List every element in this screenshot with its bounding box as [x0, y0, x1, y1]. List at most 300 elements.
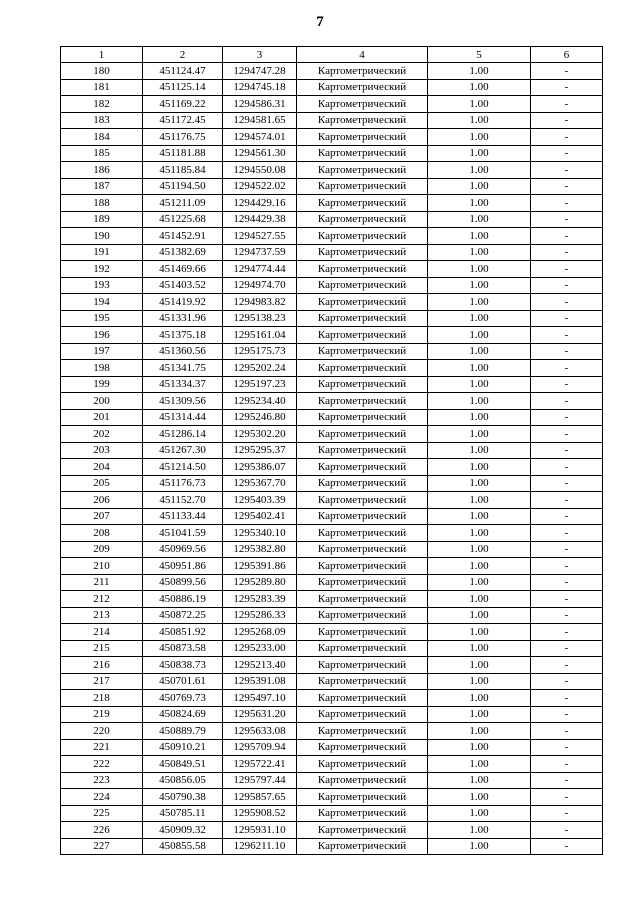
table-cell: 200 [61, 393, 143, 410]
table-cell: 1.00 [428, 508, 531, 525]
table-row [61, 393, 603, 410]
table-cell: 450856.05 [143, 772, 223, 789]
table-cell: 1.00 [428, 772, 531, 789]
table-cell: 216 [61, 657, 143, 674]
table-cell: - [531, 558, 603, 575]
table-cell: Картометрический [297, 294, 428, 311]
table-row [61, 822, 603, 839]
table-cell: 1294983.82 [223, 294, 297, 311]
table-cell: - [531, 789, 603, 806]
table-row [61, 558, 603, 575]
table-cell: 1295631.20 [223, 706, 297, 723]
table-cell: 450951.86 [143, 558, 223, 575]
table-cell: 181 [61, 79, 143, 96]
table-cell: Картометрический [297, 360, 428, 377]
table-cell: 184 [61, 129, 143, 146]
table-cell: 1294581.65 [223, 112, 297, 129]
table-cell: 209 [61, 541, 143, 558]
table-cell: 450785.11 [143, 805, 223, 822]
column-header: 2 [143, 47, 223, 63]
table-cell: 450969.56 [143, 541, 223, 558]
table-row [61, 475, 603, 492]
table-cell: 190 [61, 228, 143, 245]
table-cell: 1.00 [428, 756, 531, 773]
table-cell: 183 [61, 112, 143, 129]
table-row [61, 294, 603, 311]
table-cell: 1.00 [428, 822, 531, 839]
table-cell: - [531, 772, 603, 789]
table-cell: Картометрический [297, 409, 428, 426]
table-cell: 214 [61, 624, 143, 641]
table-cell: Картометрический [297, 228, 428, 245]
table-cell: Картометрический [297, 195, 428, 212]
table-cell: 195 [61, 310, 143, 327]
table-cell: 451133.44 [143, 508, 223, 525]
table-cell: 1.00 [428, 640, 531, 657]
table-cell: 197 [61, 343, 143, 360]
table-cell: - [531, 756, 603, 773]
column-header: 4 [297, 47, 428, 63]
table-cell: 450838.73 [143, 657, 223, 674]
table-cell: Картометрический [297, 822, 428, 839]
table-cell: 1.00 [428, 261, 531, 278]
table-cell: 451403.52 [143, 277, 223, 294]
table-cell: Картометрический [297, 673, 428, 690]
table-cell: 227 [61, 838, 143, 855]
table-cell: 1295367.70 [223, 475, 297, 492]
table-cell: 1294745.18 [223, 79, 297, 96]
table-cell: 450849.51 [143, 756, 223, 773]
table-cell: Картометрический [297, 442, 428, 459]
table-cell: Картометрический [297, 640, 428, 657]
table-cell: 450886.19 [143, 591, 223, 608]
column-header: 6 [531, 47, 603, 63]
table-cell: 451419.92 [143, 294, 223, 311]
table-row [61, 211, 603, 228]
table-row [61, 129, 603, 146]
table-cell: 1295633.08 [223, 723, 297, 740]
table-cell: Картометрический [297, 162, 428, 179]
table-cell: 220 [61, 723, 143, 740]
table-header-row [61, 47, 603, 63]
table-row [61, 310, 603, 327]
table-cell: - [531, 63, 603, 80]
table-row [61, 706, 603, 723]
table-cell: - [531, 294, 603, 311]
table-cell: 1.00 [428, 690, 531, 707]
table-cell: Картометрический [297, 739, 428, 756]
table-cell: 1294429.38 [223, 211, 297, 228]
table-cell: 450872.25 [143, 607, 223, 624]
table-cell: 450873.58 [143, 640, 223, 657]
table-cell: - [531, 805, 603, 822]
table-cell: Картометрический [297, 706, 428, 723]
table-cell: 218 [61, 690, 143, 707]
table-cell: 199 [61, 376, 143, 393]
table-cell: - [531, 492, 603, 509]
table-cell: 451041.59 [143, 525, 223, 542]
table-cell: 186 [61, 162, 143, 179]
table-cell: 225 [61, 805, 143, 822]
table-cell: - [531, 129, 603, 146]
table-cell: 1294527.55 [223, 228, 297, 245]
table-cell: - [531, 343, 603, 360]
table-cell: 1.00 [428, 162, 531, 179]
table-cell: - [531, 277, 603, 294]
table-cell: 1.00 [428, 360, 531, 377]
table-row [61, 426, 603, 443]
table-cell: 1295138.23 [223, 310, 297, 327]
table-cell: 1.00 [428, 96, 531, 113]
table-cell: 450851.92 [143, 624, 223, 641]
table-cell: Картометрический [297, 838, 428, 855]
column-header: 3 [223, 47, 297, 63]
table-cell: Картометрический [297, 574, 428, 591]
table-cell: - [531, 145, 603, 162]
table-cell: 1.00 [428, 591, 531, 608]
table-cell: 450910.21 [143, 739, 223, 756]
table-cell: 213 [61, 607, 143, 624]
table-cell: 451194.50 [143, 178, 223, 195]
table-cell: 1294522.02 [223, 178, 297, 195]
table-cell: 193 [61, 277, 143, 294]
table-cell: - [531, 310, 603, 327]
table-cell: 1295295.37 [223, 442, 297, 459]
table-row [61, 261, 603, 278]
table-cell: - [531, 409, 603, 426]
table-row [61, 376, 603, 393]
table-cell: 451124.47 [143, 63, 223, 80]
table-cell: 1.00 [428, 624, 531, 641]
table-cell: 1295391.86 [223, 558, 297, 575]
table-cell: 1295797.44 [223, 772, 297, 789]
table-cell: Картометрический [297, 475, 428, 492]
table-cell: - [531, 195, 603, 212]
table-cell: 1294429.16 [223, 195, 297, 212]
coordinates-table [60, 46, 603, 855]
table-cell: 1.00 [428, 195, 531, 212]
table-cell: 451172.45 [143, 112, 223, 129]
table-row [61, 591, 603, 608]
table-cell: Картометрический [297, 261, 428, 278]
table-cell: - [531, 690, 603, 707]
table-cell: 1.00 [428, 145, 531, 162]
table-cell: 1295857.65 [223, 789, 297, 806]
table-cell: Картометрический [297, 63, 428, 80]
table-cell: 451382.69 [143, 244, 223, 261]
table-body [61, 47, 603, 855]
table-cell: 1295175.73 [223, 343, 297, 360]
table-cell: Картометрический [297, 129, 428, 146]
table-cell: - [531, 657, 603, 674]
table-cell: 180 [61, 63, 143, 80]
table-cell: 451169.22 [143, 96, 223, 113]
table-cell: 451331.96 [143, 310, 223, 327]
table-cell: 1295386.07 [223, 459, 297, 476]
table-cell: - [531, 442, 603, 459]
table-row [61, 756, 603, 773]
table-cell: 1295302.20 [223, 426, 297, 443]
table-row [61, 79, 603, 96]
table-cell: - [531, 426, 603, 443]
table-cell: 1.00 [428, 178, 531, 195]
table-row [61, 327, 603, 344]
table-cell: 451225.68 [143, 211, 223, 228]
table-cell: - [531, 393, 603, 410]
table-cell: 191 [61, 244, 143, 261]
table-cell: 1295234.40 [223, 393, 297, 410]
table-cell: 451211.09 [143, 195, 223, 212]
column-header: 1 [61, 47, 143, 63]
table-row [61, 244, 603, 261]
table-cell: 450889.79 [143, 723, 223, 740]
table-cell: 223 [61, 772, 143, 789]
table-cell: 451214.50 [143, 459, 223, 476]
table-cell: - [531, 178, 603, 195]
table-cell: Картометрический [297, 178, 428, 195]
table-cell: - [531, 508, 603, 525]
table-cell: 451185.84 [143, 162, 223, 179]
table-cell: 1294774.44 [223, 261, 297, 278]
table-cell: 450899.56 [143, 574, 223, 591]
table-cell: 204 [61, 459, 143, 476]
table-cell: 205 [61, 475, 143, 492]
table-cell: 1.00 [428, 706, 531, 723]
table-cell: Картометрический [297, 277, 428, 294]
table-cell: 202 [61, 426, 143, 443]
table-cell: 221 [61, 739, 143, 756]
column-header: 5 [428, 47, 531, 63]
table-cell: 1294974.70 [223, 277, 297, 294]
table-cell: Картометрический [297, 525, 428, 542]
table-row [61, 805, 603, 822]
table-cell: Картометрический [297, 723, 428, 740]
table-cell: 207 [61, 508, 143, 525]
table-cell: Картометрический [297, 145, 428, 162]
table-cell: Картометрический [297, 805, 428, 822]
table-cell: - [531, 822, 603, 839]
table-cell: 1.00 [428, 327, 531, 344]
table-cell: 1.00 [428, 838, 531, 855]
table-cell: 450769.73 [143, 690, 223, 707]
table-cell: 451125.14 [143, 79, 223, 96]
table-row [61, 228, 603, 245]
table-cell: 226 [61, 822, 143, 839]
table-cell: 1295391.08 [223, 673, 297, 690]
table-cell: 194 [61, 294, 143, 311]
table-cell: - [531, 96, 603, 113]
table-cell: Картометрический [297, 789, 428, 806]
table-cell: 450701.61 [143, 673, 223, 690]
table-cell: Картометрический [297, 393, 428, 410]
table-cell: 1.00 [428, 525, 531, 542]
table-cell: 1.00 [428, 228, 531, 245]
table-cell: Картометрический [297, 508, 428, 525]
table-cell: - [531, 574, 603, 591]
table-cell: - [531, 244, 603, 261]
table-cell: 1295403.39 [223, 492, 297, 509]
table-cell: 451152.70 [143, 492, 223, 509]
table-cell: - [531, 723, 603, 740]
table-cell: 1295402.41 [223, 508, 297, 525]
table-row [61, 541, 603, 558]
table-cell: 451176.73 [143, 475, 223, 492]
table-cell: 1295213.40 [223, 657, 297, 674]
table-cell: 1295202.24 [223, 360, 297, 377]
table-cell: Картометрический [297, 211, 428, 228]
table-row [61, 607, 603, 624]
table-cell: - [531, 459, 603, 476]
table-row [61, 459, 603, 476]
table-row [61, 838, 603, 855]
table-cell: 451360.56 [143, 343, 223, 360]
table-cell: 196 [61, 327, 143, 344]
table-cell: - [531, 261, 603, 278]
table-row [61, 63, 603, 80]
table-cell: 211 [61, 574, 143, 591]
table-cell: - [531, 376, 603, 393]
table-row [61, 640, 603, 657]
table-cell: 222 [61, 756, 143, 773]
table-cell: 215 [61, 640, 143, 657]
table-cell: 1295246.80 [223, 409, 297, 426]
table-cell: 208 [61, 525, 143, 542]
table-cell: - [531, 640, 603, 657]
table-row [61, 162, 603, 179]
table-cell: 182 [61, 96, 143, 113]
table-cell: 192 [61, 261, 143, 278]
table-cell: 451314.44 [143, 409, 223, 426]
table-cell: 1294550.08 [223, 162, 297, 179]
table-cell: 189 [61, 211, 143, 228]
table-cell: Картометрический [297, 459, 428, 476]
table-row [61, 789, 603, 806]
table-row [61, 772, 603, 789]
table-cell: 451267.30 [143, 442, 223, 459]
table-cell: 451286.14 [143, 426, 223, 443]
table-cell: - [531, 475, 603, 492]
table-cell: Картометрический [297, 244, 428, 261]
table-cell: 1294586.31 [223, 96, 297, 113]
table-row [61, 178, 603, 195]
table-cell: 1.00 [428, 343, 531, 360]
table-cell: 1.00 [428, 607, 531, 624]
table-cell: Картометрический [297, 79, 428, 96]
table-cell: 1.00 [428, 739, 531, 756]
table-row [61, 690, 603, 707]
table-cell: Картометрический [297, 343, 428, 360]
table-cell: 451375.18 [143, 327, 223, 344]
table-row [61, 723, 603, 740]
table-cell: 203 [61, 442, 143, 459]
table-cell: 1.00 [428, 805, 531, 822]
table-cell: 1.00 [428, 112, 531, 129]
table-cell: Картометрический [297, 756, 428, 773]
table-cell: 1295233.00 [223, 640, 297, 657]
table-cell: Картометрический [297, 657, 428, 674]
table-cell: 224 [61, 789, 143, 806]
table-cell: 1295161.04 [223, 327, 297, 344]
table-cell: 1.00 [428, 277, 531, 294]
table-cell: 1.00 [428, 310, 531, 327]
table-cell: - [531, 541, 603, 558]
table-row [61, 360, 603, 377]
table-cell: 1.00 [428, 673, 531, 690]
table-cell: - [531, 673, 603, 690]
table-cell: 1294747.28 [223, 63, 297, 80]
table-cell: 1.00 [428, 657, 531, 674]
table-cell: 1.00 [428, 541, 531, 558]
table-cell: 1295289.80 [223, 574, 297, 591]
table-cell: 1295931.10 [223, 822, 297, 839]
table-cell: 1295709.94 [223, 739, 297, 756]
table-cell: - [531, 607, 603, 624]
table-cell: Картометрический [297, 624, 428, 641]
table-row [61, 277, 603, 294]
table-cell: Картометрический [297, 591, 428, 608]
table-cell: 185 [61, 145, 143, 162]
table-row [61, 492, 603, 509]
table-cell: - [531, 211, 603, 228]
table-cell: - [531, 327, 603, 344]
table-cell: - [531, 525, 603, 542]
table-cell: Картометрический [297, 376, 428, 393]
table-cell: 1.00 [428, 294, 531, 311]
table-row [61, 525, 603, 542]
table-cell: 198 [61, 360, 143, 377]
table-cell: 217 [61, 673, 143, 690]
table-cell: - [531, 228, 603, 245]
table-cell: 210 [61, 558, 143, 575]
table-cell: 451334.37 [143, 376, 223, 393]
table-cell: 206 [61, 492, 143, 509]
table-cell: 1295268.09 [223, 624, 297, 641]
table-row [61, 145, 603, 162]
table-cell: Картометрический [297, 772, 428, 789]
table-cell: Картометрический [297, 327, 428, 344]
table-cell: 1294737.59 [223, 244, 297, 261]
table-cell: 450855.58 [143, 838, 223, 855]
table-cell: Картометрический [297, 690, 428, 707]
table-row [61, 195, 603, 212]
table-cell: 1.00 [428, 789, 531, 806]
table-cell: Картометрический [297, 541, 428, 558]
table-cell: 1295382.80 [223, 541, 297, 558]
table-row [61, 442, 603, 459]
table-cell: 188 [61, 195, 143, 212]
table-cell: 450909.32 [143, 822, 223, 839]
table-cell: Картометрический [297, 607, 428, 624]
table-cell: - [531, 591, 603, 608]
table-row [61, 112, 603, 129]
table-cell: 1.00 [428, 723, 531, 740]
table-cell: 1.00 [428, 129, 531, 146]
table-cell: 1295340.10 [223, 525, 297, 542]
table-row [61, 673, 603, 690]
table-cell: 1.00 [428, 63, 531, 80]
table-cell: Картометрический [297, 310, 428, 327]
table-cell: 1295286.33 [223, 607, 297, 624]
table-cell: 1.00 [428, 558, 531, 575]
table-cell: 451176.75 [143, 129, 223, 146]
table-cell: 451181.88 [143, 145, 223, 162]
table-cell: 1295722.41 [223, 756, 297, 773]
table-cell: Картометрический [297, 96, 428, 113]
table-row [61, 739, 603, 756]
page-number: 7 [316, 14, 324, 30]
table-row [61, 657, 603, 674]
table-cell: 1.00 [428, 79, 531, 96]
